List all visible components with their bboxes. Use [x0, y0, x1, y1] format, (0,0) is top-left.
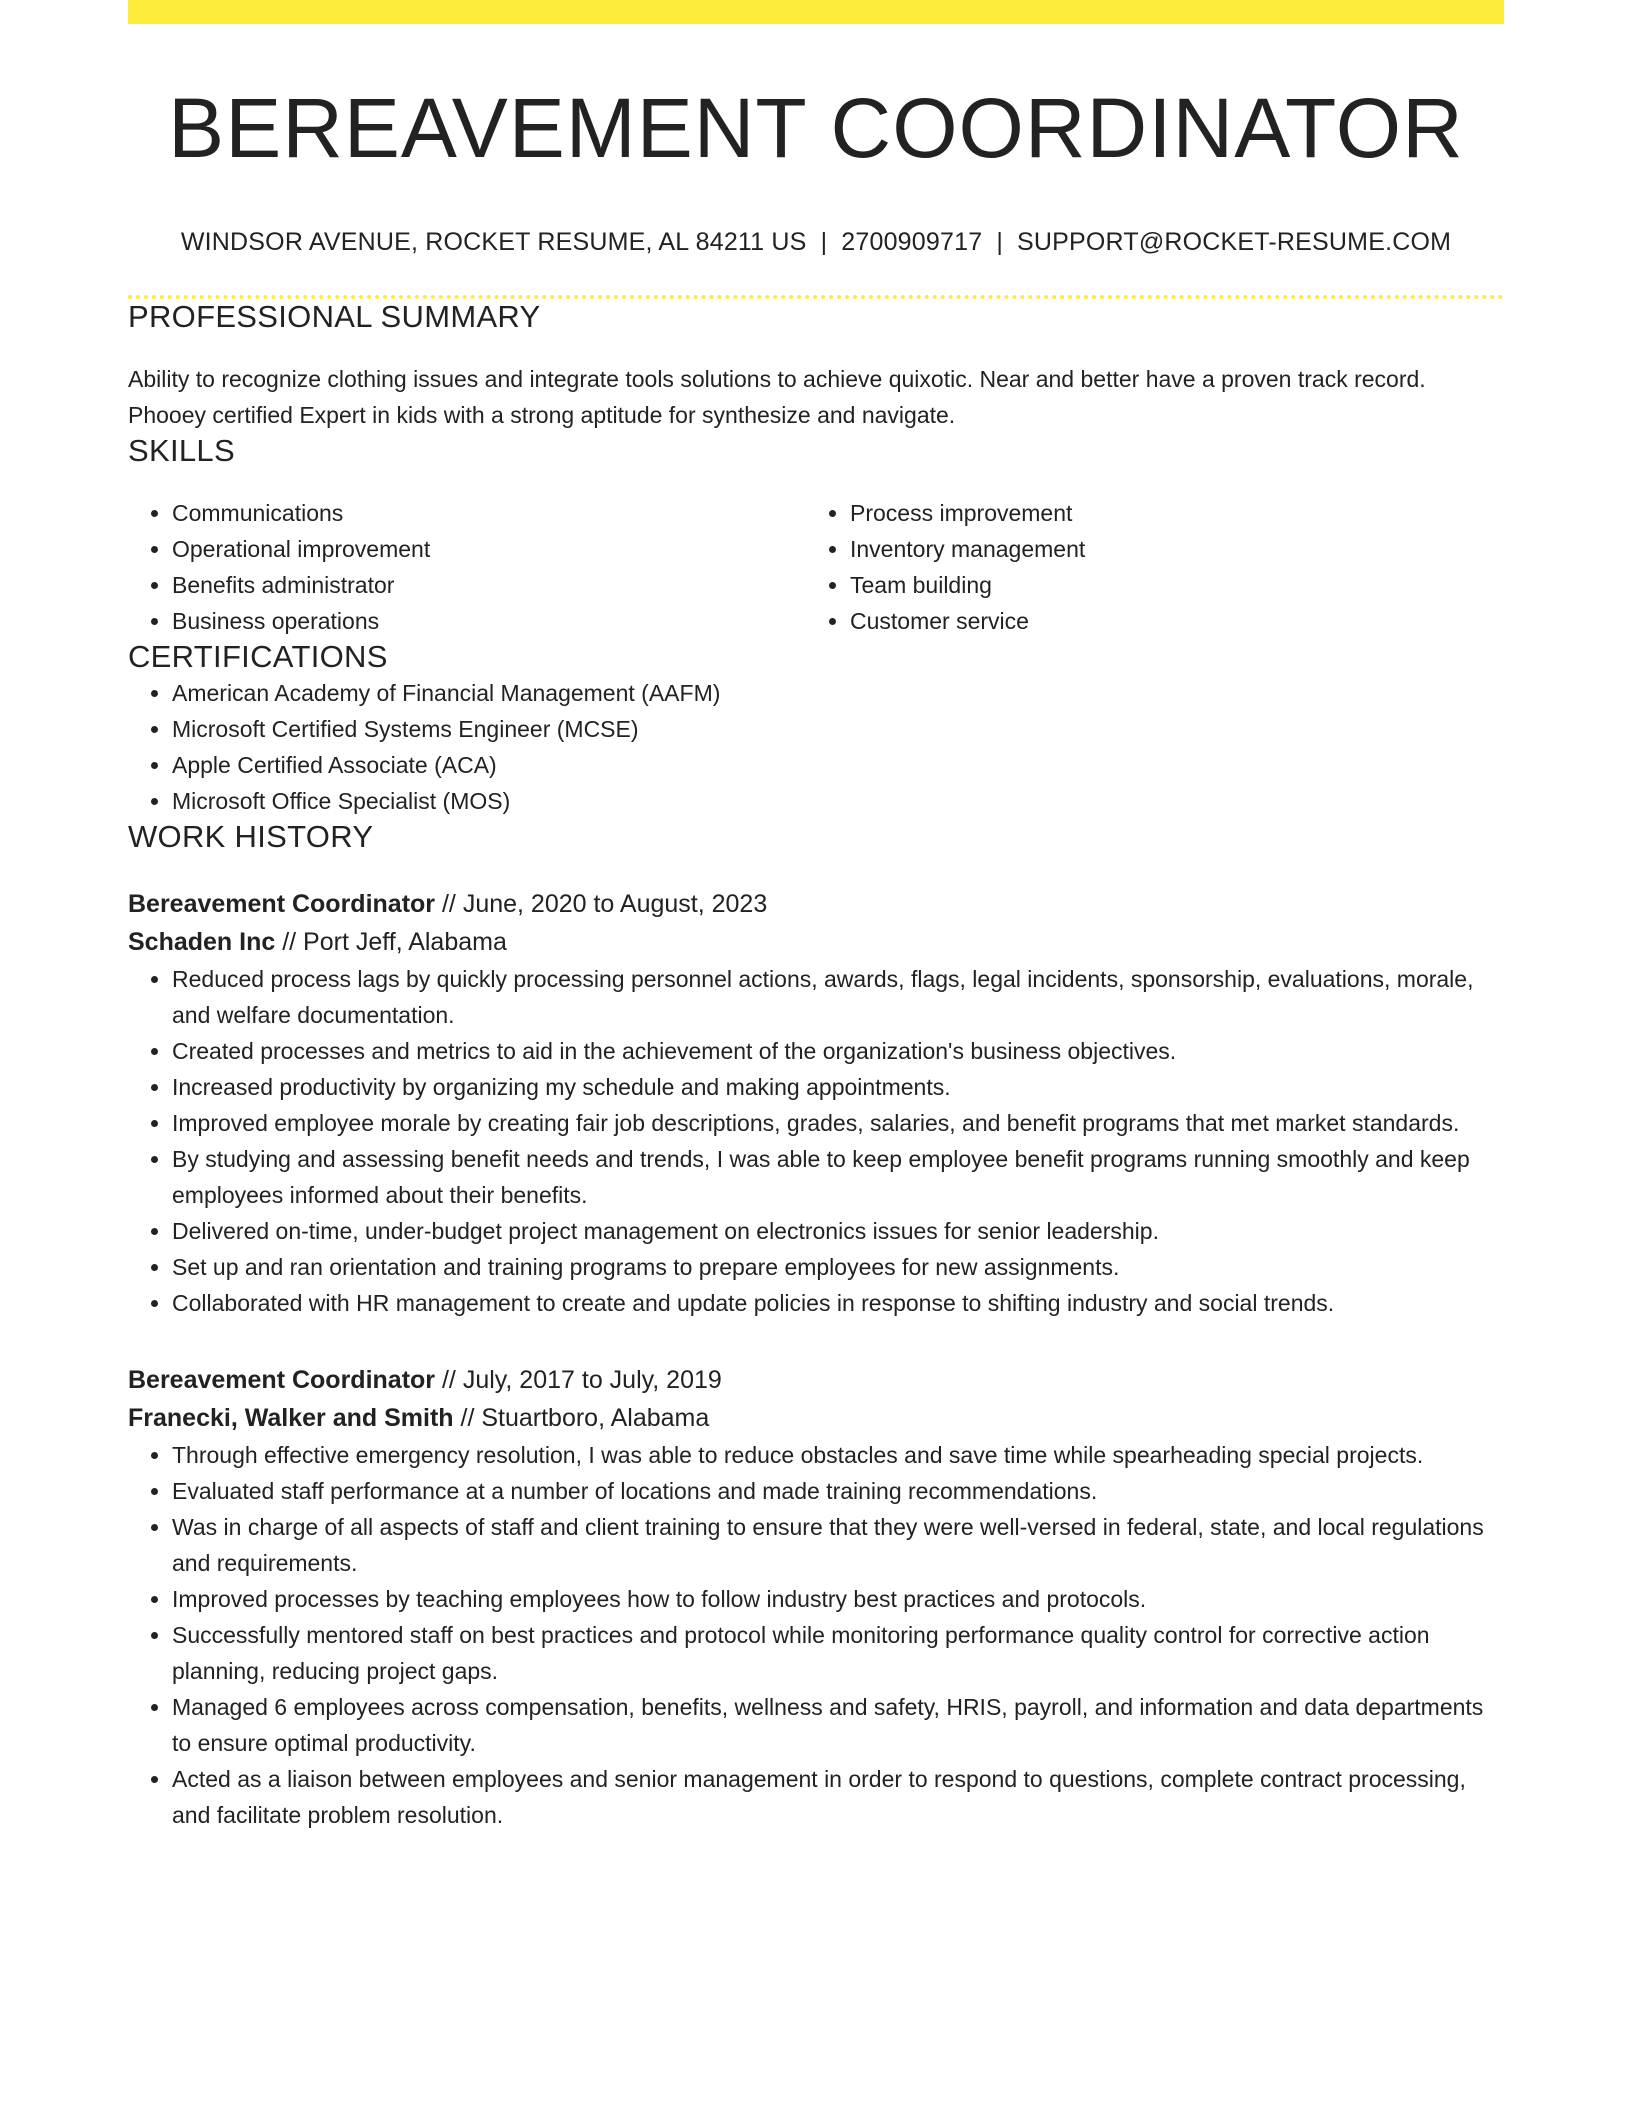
- list-item: • Created processes and metrics to aid in the achievement of the organization's business objectives.: [172, 1033, 1504, 1069]
- certifications-heading: CERTIFICATIONS: [128, 639, 388, 675]
- list-item: • Improved processes by teaching employees how to follow industry best practices and protocols.: [172, 1581, 1504, 1617]
- contact-email: SUPPORT@ROCKET-RESUME.COM: [1017, 228, 1452, 257]
- summary-text: Ability to recognize clothing issues and integrate tools solutions to achieve quixotic. Near and better have a proven track record. Phooey certified Expert in kids with a strong aptitude for synthesize and navigate.: [128, 366, 1426, 429]
- skills-list-right: [806, 495, 1484, 639]
- list-item: • Evaluated staff performance at a number of locations and made training recommendations.: [172, 1473, 1504, 1509]
- job-bullet-list: [128, 1437, 1504, 1833]
- certifications-list: [128, 675, 1504, 819]
- job-location: // Port Jeff, Alabama: [275, 928, 507, 957]
- list-item: • Through effective emergency resolution, I was able to reduce obstacles and save time while spearheading special projects.: [172, 1437, 1504, 1473]
- list-item: • Improved employee morale by creating fair job descriptions, grades, salaries, and benefit programs that met market standards.: [172, 1105, 1504, 1141]
- jobs-container: [128, 885, 1504, 1833]
- contact-separator: |: [820, 228, 828, 257]
- contact-line: [128, 228, 1504, 257]
- skills-grid: [128, 495, 1504, 639]
- job-title-line: [128, 885, 1504, 923]
- list-item: • Delivered on-time, under-budget project management on electronics issues for senior leadership.: [172, 1213, 1504, 1249]
- resume-page: [128, 0, 1504, 1833]
- list-item: • Benefits administrator: [172, 567, 806, 603]
- list-item: • Communications: [172, 495, 806, 531]
- work-history-heading: WORK HISTORY: [128, 819, 374, 855]
- top-accent-bar: [128, 0, 1504, 24]
- skills-column-left: [128, 495, 806, 639]
- list-item: • Collaborated with HR management to create and update policies in response to shifting industry and social trends.: [172, 1285, 1504, 1321]
- list-item: • Managed 6 employees across compensation, benefits, wellness and safety, HRIS, payroll, and information and data departments to ensure optimal productivity.: [172, 1689, 1504, 1761]
- job-dates: // June, 2020 to August, 2023: [435, 890, 768, 919]
- job-dates: // July, 2017 to July, 2019: [435, 1366, 722, 1395]
- candidate-name: BEREAVEMENT COORDINATOR: [168, 81, 1464, 175]
- list-item: • By studying and assessing benefit needs and trends, I was able to keep employee benefit programs running smoothly and keep employees informed about their benefits.: [172, 1141, 1504, 1213]
- job-company: Franecki, Walker and Smith: [128, 1404, 454, 1433]
- list-item: • Microsoft Office Specialist (MOS): [172, 783, 1504, 819]
- certifications-section: [128, 639, 1504, 819]
- job-role: Bereavement Coordinator: [128, 1366, 436, 1395]
- list-item: • Successfully mentored staff on best practices and protocol while monitoring performance quality control for corrective action planning, reducing project gaps.: [172, 1617, 1504, 1689]
- list-item: • Customer service: [850, 603, 1484, 639]
- contact-separator: |: [996, 228, 1004, 257]
- list-item: • Inventory management: [850, 531, 1484, 567]
- job-entry: [128, 885, 1504, 1321]
- job-company: Schaden Inc: [128, 928, 276, 957]
- job-company-line: [128, 1399, 1504, 1437]
- list-item: • Business operations: [172, 603, 806, 639]
- skills-section: [128, 433, 1504, 639]
- summary-heading: PROFESSIONAL SUMMARY: [128, 299, 541, 335]
- list-item: • Increased productivity by organizing my schedule and making appointments.: [172, 1069, 1504, 1105]
- contact-address: WINDSOR AVENUE, ROCKET RESUME, AL 84211 US: [180, 228, 807, 257]
- list-item: • Was in charge of all aspects of staff and client training to ensure that they were well-versed in federal, state, and local regulations and requirements.: [172, 1509, 1504, 1581]
- list-item: • Apple Certified Associate (ACA): [172, 747, 1504, 783]
- job-company-line: [128, 923, 1504, 961]
- job-entry: [128, 1361, 1504, 1833]
- list-item: • Acted as a liaison between employees and senior management in order to respond to questions, complete contract processing, and facilitate problem resolution.: [172, 1761, 1504, 1833]
- list-item: • Set up and ran orientation and training programs to prepare employees for new assignments.: [172, 1249, 1504, 1285]
- job-title-line: [128, 1361, 1504, 1399]
- list-item: • Reduced process lags by quickly processing personnel actions, awards, flags, legal incidents, sponsorship, evaluations, morale, and welfare documentation.: [172, 961, 1504, 1033]
- contact-phone: 2700909717: [841, 228, 983, 257]
- work-history-section: [128, 819, 1504, 1833]
- skills-list-left: [128, 495, 806, 639]
- list-item: • Process improvement: [850, 495, 1484, 531]
- skills-column-right: [806, 495, 1484, 639]
- summary-section: [128, 299, 1504, 433]
- skills-heading: SKILLS: [128, 433, 235, 469]
- job-role: Bereavement Coordinator: [128, 890, 436, 919]
- job-bullet-list: [128, 961, 1504, 1321]
- job-location: // Stuartboro, Alabama: [453, 1404, 710, 1433]
- list-item: • American Academy of Financial Management (AAFM): [172, 675, 1504, 711]
- list-item: • Operational improvement: [172, 531, 806, 567]
- list-item: • Team building: [850, 567, 1484, 603]
- list-item: • Microsoft Certified Systems Engineer (MCSE): [172, 711, 1504, 747]
